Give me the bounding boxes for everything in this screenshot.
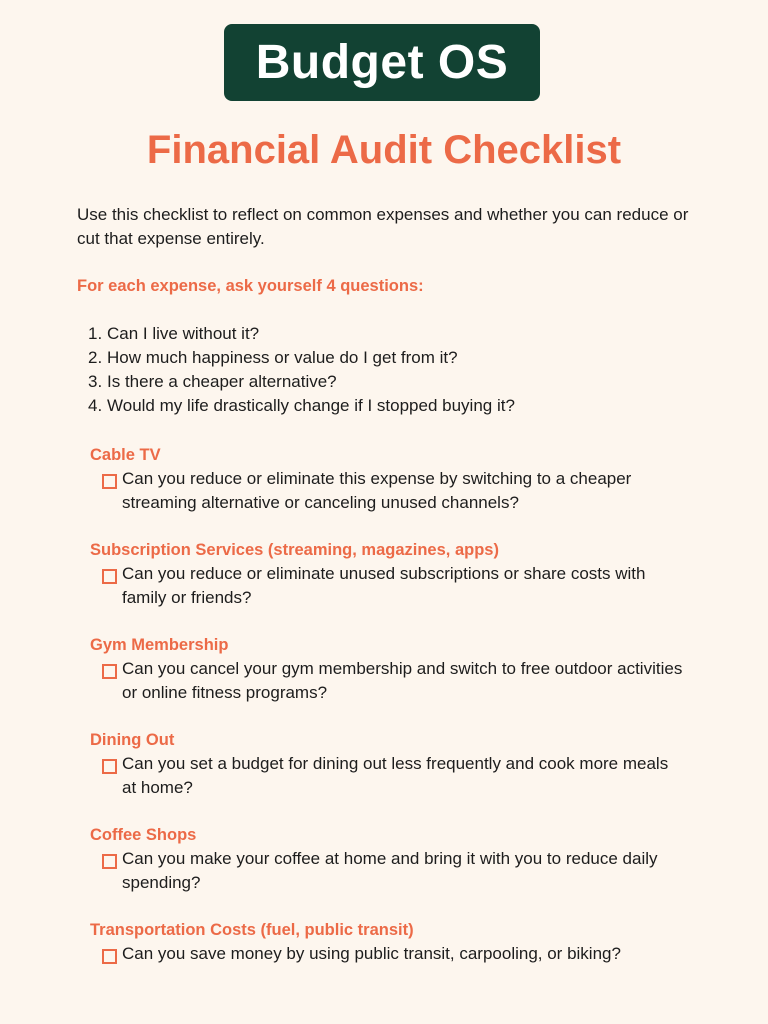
checklist-item-text: Can you cancel your gym membership and switch to free outdoor activities or online fitness programs? — [122, 659, 683, 702]
checkbox[interactable] — [102, 664, 117, 679]
section-title: Coffee Shops — [90, 826, 197, 844]
question-item — [88, 394, 708, 418]
question-text: Is there a cheaper alternative? — [107, 372, 337, 391]
checkbox[interactable] — [102, 474, 117, 489]
question-number: 3. — [88, 372, 103, 391]
checkbox[interactable] — [102, 569, 117, 584]
question-item — [88, 346, 708, 370]
question-text: Would my life drastically change if I stopped buying it? — [107, 396, 515, 415]
section-title: Gym Membership — [90, 636, 229, 654]
brand-logo: Budget OS — [224, 24, 540, 101]
question-number: 2. — [88, 348, 103, 367]
checklist-item — [102, 467, 690, 515]
checklist-section-dining-out — [90, 728, 690, 823]
checklist-item-text: Can you reduce or eliminate unused subscriptions or share costs with family or friends? — [122, 564, 646, 607]
checkbox[interactable] — [102, 854, 117, 869]
checkbox[interactable] — [102, 949, 117, 964]
checklist-section-transportation — [90, 918, 690, 1013]
question-text: How much happiness or value do I get from it? — [107, 348, 458, 367]
checklist-sections — [90, 443, 690, 1013]
page-title: Financial Audit Checklist — [146, 128, 622, 172]
checklist-item-text: Can you set a budget for dining out less frequently and cook more meals at home? — [122, 754, 669, 797]
section-title: Subscription Services (streaming, magazines, apps) — [90, 541, 499, 559]
question-number: 4. — [88, 396, 103, 415]
checkbox[interactable] — [102, 759, 117, 774]
checklist-item-text: Can you make your coffee at home and bring it with you to reduce daily spending? — [122, 849, 658, 892]
question-item — [88, 370, 708, 394]
intro-text: Use this checklist to reflect on common expenses and whether you can reduce or cut that expense entirely. — [77, 205, 689, 248]
checklist-item — [102, 562, 690, 610]
checklist-item — [102, 847, 690, 895]
question-text: Can I live without it? — [107, 324, 260, 343]
checklist-item-text: Can you save money by using public transit, carpooling, or biking? — [122, 944, 621, 963]
checklist-item — [102, 942, 690, 966]
checklist-item — [102, 657, 690, 705]
question-number: 1. — [88, 324, 103, 343]
section-title: Cable TV — [90, 446, 161, 464]
checklist-section-cable-tv — [90, 443, 690, 538]
questions-list — [88, 322, 708, 418]
section-title: Dining Out — [90, 731, 175, 749]
checklist-section-gym — [90, 633, 690, 728]
checklist-section-coffee — [90, 823, 690, 918]
checklist-item — [102, 752, 690, 800]
checklist-section-subscriptions — [90, 538, 690, 633]
questions-heading: For each expense, ask yourself 4 questions: — [77, 277, 424, 295]
checklist-item-text: Can you reduce or eliminate this expense by switching to a cheaper streaming alternative or canceling unused channels? — [122, 469, 632, 512]
section-title: Transportation Costs (fuel, public transit) — [90, 921, 414, 939]
question-item — [88, 322, 708, 346]
